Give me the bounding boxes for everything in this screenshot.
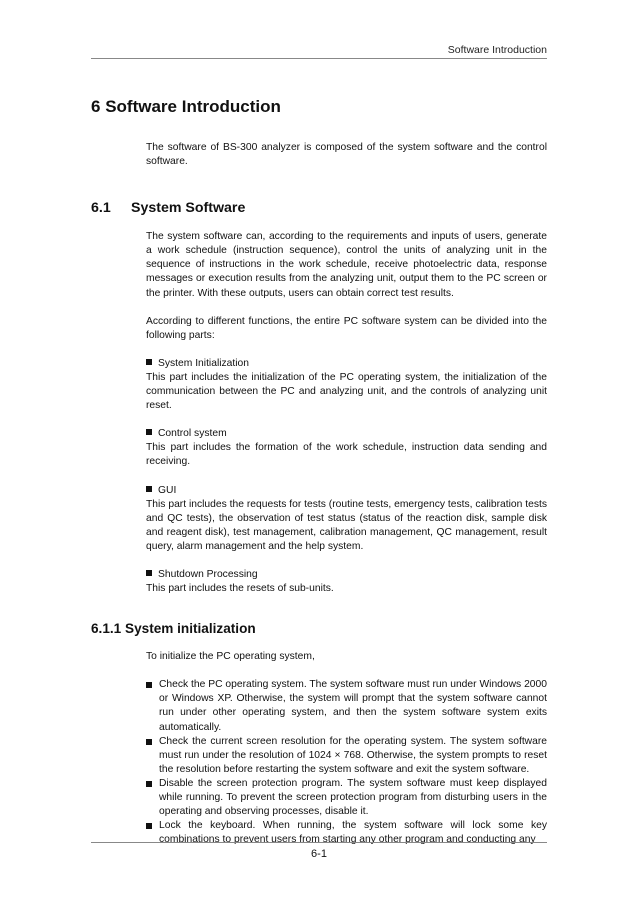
list-item: Check the PC operating system. The system software must run under Windows 2000 or Windows XP. Otherwise, the system will prompt that the system software cannot run under other operating system, and then the system software system exits automatically. xyxy=(146,678,547,734)
part-title: Shutdown Processing xyxy=(146,568,547,582)
square-bullet-icon xyxy=(146,781,152,787)
square-bullet-icon xyxy=(146,429,152,435)
square-bullet-icon xyxy=(146,359,152,365)
square-bullet-icon xyxy=(146,739,152,745)
part-shutdown-processing xyxy=(146,568,547,596)
list-item: Check the current screen resolution for the operating system. The system software must run under the resolution of 1024 × 768. Otherwise, the system prompts to reset the resolution before restarting the system software and exit the system software. xyxy=(146,735,547,777)
square-bullet-icon xyxy=(146,823,152,829)
part-title: GUI xyxy=(146,484,547,498)
square-bullet-icon xyxy=(146,682,152,688)
section-heading-6-1-1: 6.1.1 System initialization xyxy=(91,621,256,637)
list-item: Lock the keyboard. When running, the system software will lock some key combinations to prevent users from starting any other program and conducting any xyxy=(146,819,547,847)
chapter-heading xyxy=(91,97,547,117)
part-control-system xyxy=(146,427,547,469)
chapter-intro: The software of BS-300 analyzer is composed of the system software and the control software. xyxy=(146,142,547,168)
part-description: This part includes the requests for tests (routine tests, emergency tests, calibration tests and QC tests), the observation of test status (status of the reaction disk, sample disk and reagent disk), test management, calibration management, QC management, result query, alarm management and the help system. xyxy=(146,498,547,552)
system-software-paragraph-1: The system software can, according to the requirements and inputs of users, generate a work schedule (instruction sequence), control the units of analyzing unit in the sequence of instructions in the work schedule, receive photoelectric data, response messages or execution results from the analyzing unit, output them to the PC screen or the printer. With these outputs, users can obtain correct test results. xyxy=(146,231,547,299)
square-bullet-icon xyxy=(146,570,152,576)
page-number: 6-1 xyxy=(311,848,327,860)
page-content xyxy=(91,97,547,847)
section-number: 6.1 xyxy=(91,200,111,217)
footer-rule xyxy=(91,842,547,843)
part-system-initialization xyxy=(146,357,547,413)
part-gui xyxy=(146,484,547,554)
part-description: This part includes the formation of the work schedule, instruction data sending and receiving. xyxy=(146,442,547,468)
section-title: System Software xyxy=(131,200,246,217)
list-item: Disable the screen protection program. The system software must keep displayed while running. To prevent the screen protection program from disturbing users in the operating and observing processes, disable it. xyxy=(146,777,547,819)
header-rule xyxy=(91,58,547,59)
initialization-steps xyxy=(146,678,547,847)
running-header: Software Introduction xyxy=(447,44,547,56)
part-description: This part includes the resets of sub-units. xyxy=(146,583,334,595)
chapter-number: 6 xyxy=(91,97,101,116)
part-title: System Initialization xyxy=(146,357,547,371)
part-description: This part includes the initialization of the PC operating system, the initialization of the communication between the PC and analyzing unit, and the controls of analyzing unit reset. xyxy=(146,371,547,412)
chapter-title: Software Introduction xyxy=(105,97,281,116)
system-software-paragraph-2: According to different functions, the entire PC software system can be divided into the following parts: xyxy=(146,315,547,341)
initialization-intro: To initialize the PC operating system, xyxy=(146,651,315,663)
square-bullet-icon xyxy=(146,486,152,492)
section-heading-6-1 xyxy=(91,200,547,216)
part-title: Control system xyxy=(146,427,547,441)
